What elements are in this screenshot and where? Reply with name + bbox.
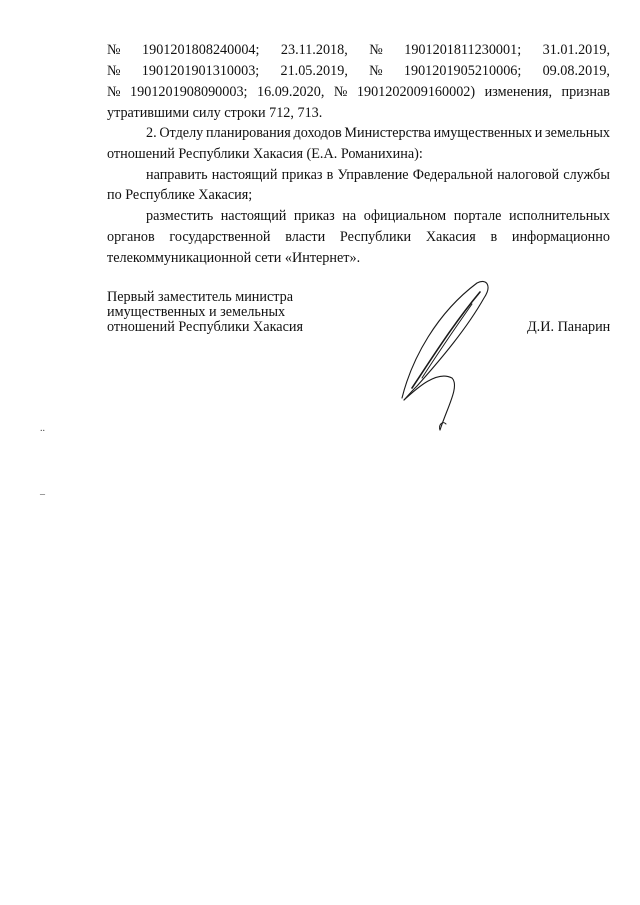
word: органов [107,229,155,245]
word: 1901201811230001; [404,42,522,58]
word: 16.09.2020, [256,84,325,100]
word: 31.01.2019, [542,42,610,58]
handwritten-signature [392,278,502,433]
signer-position-line3: отношений Республики Хакасия [107,319,303,335]
word: имущественных [433,125,533,141]
word: портале [453,208,502,224]
signer-position-line1: Первый заместитель министра [107,289,294,305]
word: планирования [205,125,291,141]
paragraph1-line4: утратившими силу строки 712, 713. [107,105,323,121]
word: исполнительных [509,208,610,224]
word: службы [563,167,610,183]
word: настоящий [211,167,278,183]
word: Отделу [159,125,204,141]
word: 09.08.2019, [542,63,610,79]
task1-line2: по Республике Хакасия; [107,187,253,203]
margin-mark: .. [40,423,45,434]
signer-position-line2: имущественных и земельных [107,304,286,320]
paragraph1-line3 [107,83,610,102]
word: разместить [146,208,214,224]
word: 21.05.2019, [280,63,348,79]
word: Министерства [344,125,431,141]
word: № [333,84,348,100]
word: 1901202009160002) [356,84,476,100]
word: признав [561,84,610,100]
word: власти [285,229,326,245]
word: и [534,125,543,141]
word: № [369,42,383,58]
word: в [490,229,498,245]
word: на [342,208,357,224]
item2-line2: отношений Республики Хакасия (Е.А. Романихина): [107,146,423,162]
word: приказ [281,167,323,183]
task2-line1 [146,207,610,226]
word: 1901201908090003; [130,84,248,100]
item2-line1 [146,124,610,143]
word: доходов [293,125,342,141]
word: изменения, [484,84,553,100]
word: приказ [293,208,335,224]
paragraph1-line2 [107,62,610,81]
margin-mark: _ [40,485,45,496]
task2-line2 [107,228,610,247]
word: налоговой [497,167,560,183]
word: Управление [337,167,409,183]
word: № [107,84,121,100]
word: № [107,63,121,79]
word: Федеральной [412,167,493,183]
word: 23.11.2018, [280,42,348,58]
word: 1901201808240004; [142,42,260,58]
word: Республики [339,229,412,245]
word: официальном [363,208,447,224]
word: 1901201901310003; [141,63,260,79]
word: 2. [146,125,157,141]
word: земельных [545,125,610,141]
word: информационно [511,229,610,245]
signer-name: Д.И. Панарин [527,319,611,335]
word: государственной [169,229,271,245]
paragraph1-line1 [107,41,610,60]
task1-line1 [146,166,610,185]
word: в [326,167,334,183]
word: № [369,63,383,79]
word: направить [146,167,208,183]
word: 1901201905210006; [403,63,522,79]
word: настоящий [220,208,287,224]
task2-line3: телекоммуникационной сети «Интернет». [107,250,361,266]
word: № [107,42,121,58]
word: Хакасия [425,229,476,245]
